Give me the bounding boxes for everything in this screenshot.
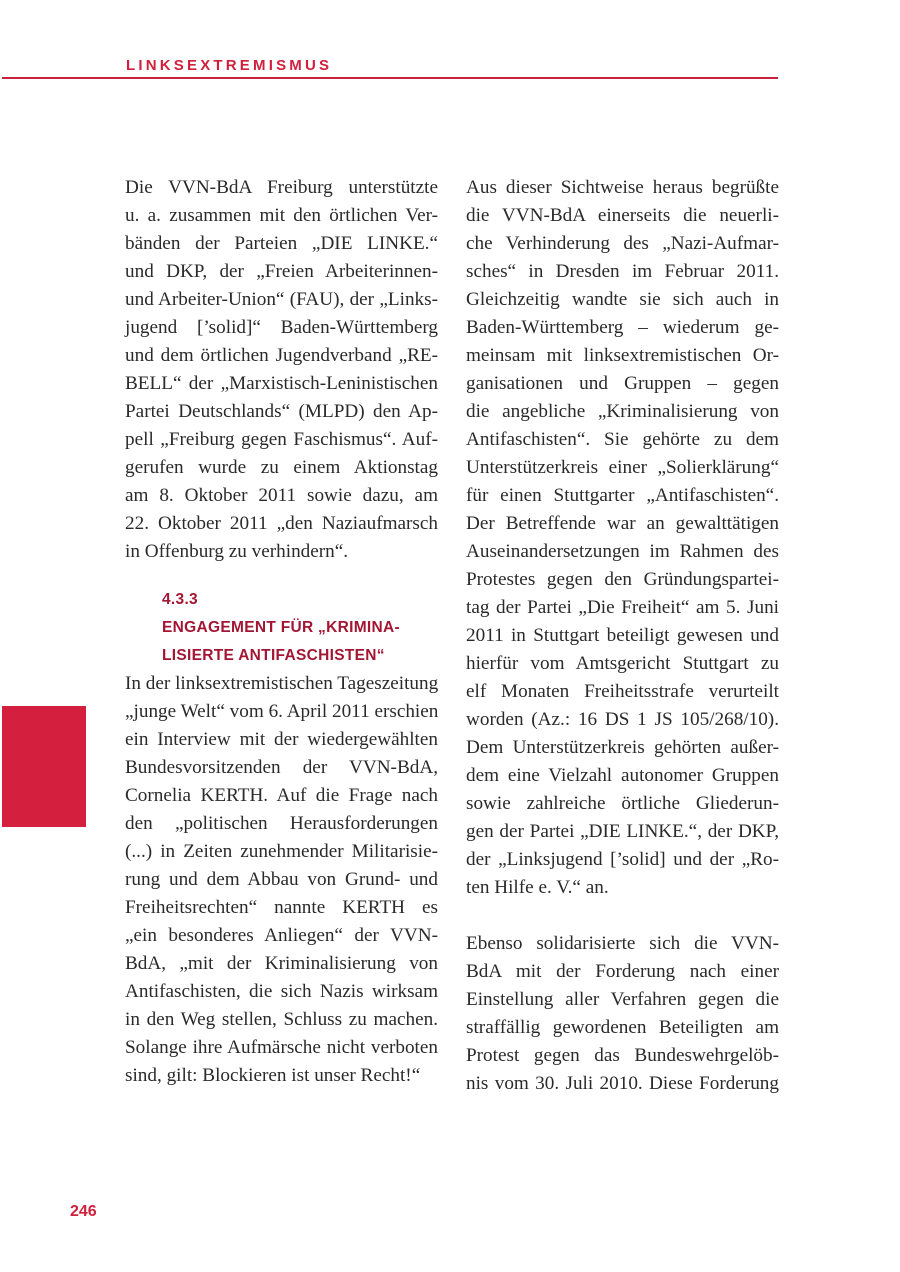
- text-line: hierfür vom Amtsgericht Stuttgart zu: [466, 653, 779, 674]
- chapter-side-tab: [2, 706, 86, 827]
- left-column: [125, 174, 438, 1090]
- text-line: der „Linksjugend [’solid] und der „Ro-: [466, 849, 779, 870]
- text-line: die angebliche „Kriminalisierung von: [466, 401, 779, 422]
- text-line: Antifaschisten“. Sie gehörte zu dem: [466, 429, 779, 450]
- running-head-title: LINKSEXTREMISMUS: [126, 57, 333, 74]
- section-number: 4.3.3: [162, 591, 198, 608]
- text-line: den „politischen Herausforderungen: [125, 813, 438, 834]
- text-line: und dem örtlichen Jugendverband „RE-: [125, 345, 438, 366]
- text-line: Aus dieser Sichtweise heraus begrüßte: [466, 177, 779, 198]
- text-line: sind, gilt: Blockieren ist unser Recht!“: [125, 1065, 421, 1086]
- section-heading: [162, 586, 438, 670]
- text-line: Einstellung aller Verfahren gegen die: [466, 989, 779, 1010]
- section-title-line: ENGAGEMENT FÜR „KRIMINA-: [162, 619, 400, 636]
- text-line: jugend [’solid]“ Baden-Württemberg: [125, 317, 438, 338]
- text-line: für einen Stuttgarter „Antifaschisten“.: [466, 485, 779, 506]
- right-column: [466, 174, 779, 1098]
- text-line: nis vom 30. Juli 2010. Diese Forderung: [466, 1073, 779, 1094]
- text-line: Antifaschisten, die sich Nazis wirksam: [125, 981, 438, 1002]
- text-line: Der Betreffende war an gewalttätigen: [466, 513, 779, 534]
- text-line: rung und dem Abbau von Grund- und: [125, 869, 438, 890]
- header-rule: [2, 77, 778, 79]
- text-line: in den Weg stellen, Schluss zu machen.: [125, 1009, 438, 1030]
- page-number: 246: [70, 1203, 97, 1220]
- text-line: am 8. Oktober 2011 sowie dazu, am: [125, 485, 438, 506]
- text-line: meinsam mit linksextremistischen Or-: [466, 345, 779, 366]
- text-line: 22. Oktober 2011 „den Naziaufmarsch: [125, 513, 438, 534]
- text-line: BELL“ der „Marxistisch-Leninistischen: [125, 373, 438, 394]
- text-line: Gleichzeitig wandte sie sich auch in: [466, 289, 779, 310]
- text-line: pell „Freiburg gegen Faschismus“. Auf-: [125, 429, 438, 450]
- text-line: „ein besonderes Anliegen“ der VVN-: [125, 925, 438, 946]
- text-line: Protestes gegen den Gründungspartei-: [466, 569, 779, 590]
- text-line: tag der Partei „Die Freiheit“ am 5. Juni: [466, 597, 779, 618]
- paragraph-vvn-freiburg: [125, 174, 438, 566]
- text-line: u. a. zusammen mit den örtlichen Ver-: [125, 205, 438, 226]
- text-line: Dem Unterstützerkreis gehörten außer-: [466, 737, 779, 758]
- paragraph-sichtweise: [466, 174, 779, 902]
- section-title-line: LISIERTE ANTIFASCHISTEN“: [162, 647, 385, 664]
- text-line: Ebenso solidarisierte sich die VVN-: [466, 933, 779, 954]
- text-line: sowie zahlreiche örtliche Gliederun-: [466, 793, 779, 814]
- text-line: worden (Az.: 16 DS 1 JS 105/268/10).: [466, 709, 779, 730]
- paragraph-bundeswehrgeloebnis: [466, 930, 779, 1098]
- text-line: In der linksextremistischen Tageszeitung: [125, 673, 439, 694]
- text-line: dem eine Vielzahl autonomer Gruppen: [466, 765, 779, 786]
- text-line: ein Interview mit der wiedergewählten: [125, 729, 438, 750]
- text-line: in Offenburg zu verhindern“.: [125, 541, 349, 562]
- paragraph-junge-welt-interview: [125, 670, 438, 1090]
- text-line: Unterstützerkreis einer „Solierklärung“: [466, 457, 779, 478]
- text-line: Partei Deutschlands“ (MLPD) den Ap-: [125, 401, 438, 422]
- text-line: (...) in Zeiten zunehmender Militarisie-: [125, 841, 438, 862]
- text-line: sches“ in Dresden im Februar 2011.: [466, 261, 779, 282]
- text-line: Baden-Württemberg – wiederum ge-: [466, 317, 779, 338]
- text-line: Die VVN-BdA Freiburg unterstützte: [125, 177, 438, 198]
- text-line: gerufen wurde zu einem Aktionstag: [125, 457, 438, 478]
- text-line: Solange ihre Aufmärsche nicht verboten: [125, 1037, 438, 1058]
- text-line: 2011 in Stuttgart beteiligt gewesen und: [466, 625, 779, 646]
- text-line: Auseinandersetzungen im Rahmen des: [466, 541, 779, 562]
- text-line: Bundesvorsitzenden der VVN-BdA,: [125, 757, 438, 778]
- text-line: bänden der Parteien „DIE LINKE.“: [125, 233, 438, 254]
- text-line: Protest gegen das Bundeswehrgelöb-: [466, 1045, 779, 1066]
- text-line: „junge Welt“ vom 6. April 2011 erschien: [125, 701, 439, 722]
- text-line: Freiheitsrechten“ nannte KERTH es: [125, 897, 438, 918]
- text-line: che Verhinderung des „Nazi-Aufmar-: [466, 233, 779, 254]
- text-line: BdA, „mit der Kriminalisierung von: [125, 953, 438, 974]
- text-line: die VVN-BdA einerseits die neuerli-: [466, 205, 779, 226]
- text-line: BdA mit der Forderung nach einer: [466, 961, 779, 982]
- text-line: Cornelia KERTH. Auf die Frage nach: [125, 785, 438, 806]
- paragraph-spacer: [466, 902, 779, 930]
- text-line: elf Monaten Freiheitsstrafe verurteilt: [466, 681, 779, 702]
- text-line: und DKP, der „Freien Arbeiterinnen-: [125, 261, 438, 282]
- text-line: ten Hilfe e. V.“ an.: [466, 877, 609, 898]
- text-line: straffällig gewordenen Beteiligten am: [466, 1017, 779, 1038]
- text-line: und Arbeiter-Union“ (FAU), der „Links-: [125, 289, 438, 310]
- text-line: gen der Partei „DIE LINKE.“, der DKP,: [466, 821, 779, 842]
- text-line: ganisationen und Gruppen – gegen: [466, 373, 779, 394]
